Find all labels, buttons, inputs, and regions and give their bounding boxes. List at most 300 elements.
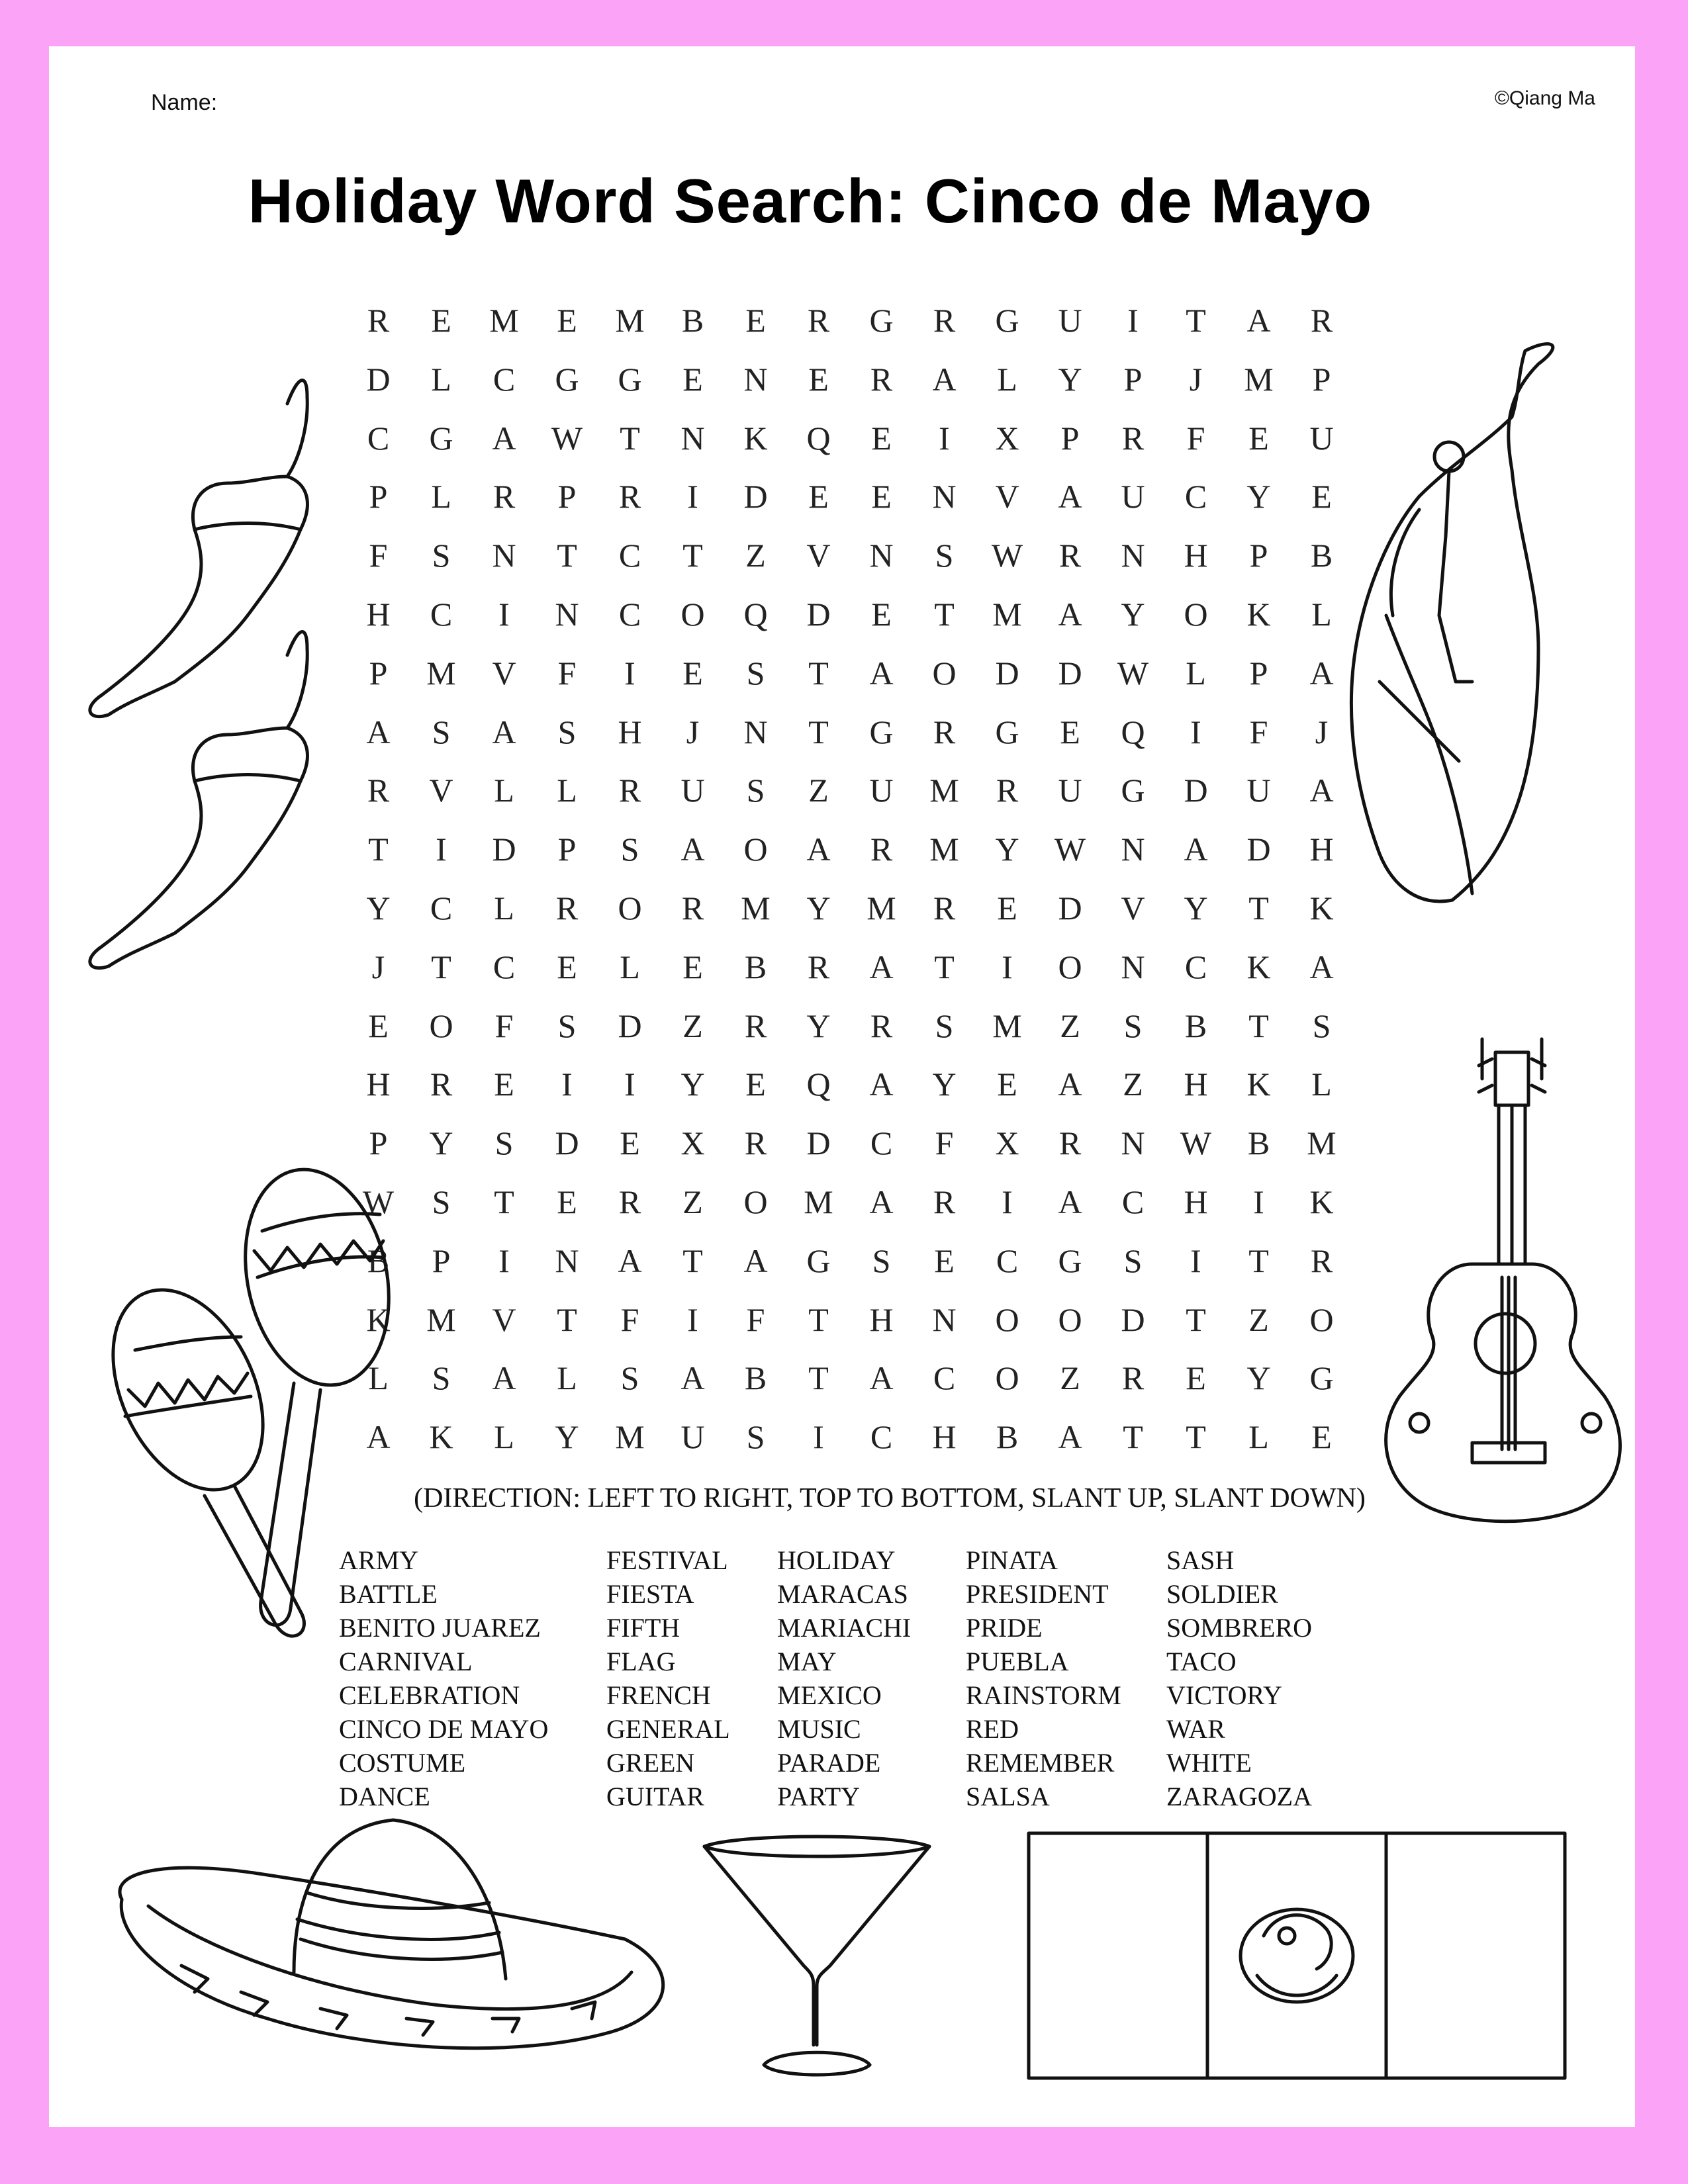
grid-letter: X [680,1124,705,1162]
grid-letter: T [1248,1007,1269,1044]
grid-letter: P [369,1124,388,1162]
grid-letter: B [996,1418,1019,1456]
cocktail-glass-icon [698,1833,936,2085]
chili-pepper-icon [89,602,327,986]
grid-letter: P [1123,360,1143,398]
grid-letter: I [939,419,950,457]
grid-letter: E [1311,1418,1332,1456]
grid-letter: E [871,478,892,516]
grid-letter: O [680,595,705,633]
grid-letter: C [996,1242,1019,1279]
grid-letter: Z [682,1007,703,1044]
grid-letter: O [995,1359,1019,1397]
grid-letter: M [615,302,645,339]
grid-letter: H [1184,537,1208,574]
grid-letter: L [1248,1418,1269,1456]
grid-letter: A [1058,1183,1082,1220]
grid-letter: R [870,360,893,398]
word-search-grid [347,291,1353,1467]
grid-letter: N [1121,948,1145,985]
grid-letter: L [494,772,514,809]
grid-letter: G [1058,1242,1082,1279]
word-bank-item: RED [966,1714,1019,1744]
grid-letter: S [872,1242,891,1279]
grid-letter: C [1184,478,1207,516]
grid-letter: N [1121,831,1145,868]
grid-letter: P [369,478,388,516]
grid-letter: F [1249,713,1268,751]
grid-letter: Y [806,1007,831,1044]
grid-letter: T [808,1300,829,1338]
grid-letter: R [1121,419,1145,457]
word-bank-item: HOLIDAY [777,1545,896,1575]
word-bank-item: FIESTA [606,1579,694,1609]
word-bank-item: CELEBRATION [339,1680,520,1710]
grid-letter: Q [806,1066,831,1103]
grid-letter: F [557,654,577,692]
grid-letter: V [492,654,516,692]
grid-letter: M [929,772,959,809]
grid-letter: D [366,360,391,398]
grid-letter: O [743,831,768,868]
grid-letter: E [557,948,577,985]
grid-letter: R [618,1183,641,1220]
word-bank-item: FIFTH [606,1613,680,1643]
grid-letter: T [494,1183,514,1220]
grid-letter: I [624,1066,635,1103]
grid-letter: E [1060,713,1080,751]
grid-letter: J [686,713,700,751]
grid-letter: T [808,1359,829,1397]
grid-letter: N [743,360,768,398]
guitar-icon [1366,1026,1631,1529]
grid-letter: T [808,713,829,751]
grid-letter: Y [680,1066,705,1103]
grid-letter: Z [745,537,766,574]
grid-letter: Z [1248,1300,1269,1338]
grid-letter: I [1127,302,1139,339]
grid-letter: C [1184,948,1207,985]
dancer-icon [1340,338,1565,913]
grid-letter: B [1184,1007,1207,1044]
word-bank-item: PINATA [966,1545,1058,1575]
grid-letter: U [1058,302,1082,339]
grid-letter: R [870,1007,893,1044]
grid-letter: I [1190,713,1201,751]
grid-letter: E [431,302,451,339]
grid-letter: A [932,360,957,398]
grid-letter: R [807,948,830,985]
grid-letter: M [929,831,959,868]
grid-letter: P [1060,419,1080,457]
grid-letter: E [1186,1359,1206,1397]
grid-letter: H [1184,1066,1208,1103]
grid-letter: C [430,595,453,633]
grid-letter: C [618,595,641,633]
grid-letter: T [682,1242,703,1279]
grid-letter: P [1249,654,1268,692]
word-bank-item: TACO [1166,1647,1237,1676]
grid-letter: N [869,537,894,574]
grid-letter: I [561,1066,573,1103]
grid-letter: B [744,1359,767,1397]
word-bank-item: RAINSTORM [966,1680,1121,1710]
grid-letter: H [366,595,391,633]
grid-letter: I [1002,1183,1013,1220]
grid-letter: M [867,889,896,927]
grid-letter: G [995,302,1019,339]
grid-letter: R [1058,1124,1082,1162]
grid-letter: I [436,831,447,868]
grid-letter: F [746,1300,765,1338]
grid-letter: W [1117,654,1149,692]
grid-letter: O [429,1007,453,1044]
grid-letter: C [870,1124,893,1162]
grid-letter: R [996,772,1019,809]
grid-letter: X [995,419,1019,457]
grid-letter: E [682,360,703,398]
grid-letter: S [432,713,451,751]
grid-letter: O [618,889,642,927]
grid-letter: Y [1121,595,1145,633]
grid-letter: U [1121,478,1145,516]
grid-letter: N [1121,537,1145,574]
grid-letter: Z [1060,1359,1080,1397]
grid-letter: A [806,831,831,868]
grid-letter: U [869,772,894,809]
grid-letter: G [869,713,894,751]
grid-letter: R [933,1183,956,1220]
grid-letter: A [869,948,894,985]
grid-letter: H [869,1300,894,1338]
grid-letter: E [557,302,577,339]
grid-letter: N [1121,1124,1145,1162]
grid-letter: S [494,1124,514,1162]
grid-letter: G [869,302,894,339]
grid-letter: L [620,948,640,985]
grid-letter: R [870,831,893,868]
grid-letter: R [933,713,956,751]
grid-letter: T [1186,1418,1206,1456]
grid-letter: T [620,419,640,457]
grid-letter: A [1246,302,1271,339]
grid-letter: Z [808,772,829,809]
grid-letter: R [618,772,641,809]
grid-letter: C [492,948,516,985]
grid-letter: M [426,654,456,692]
grid-letter: B [367,1242,390,1279]
grid-letter: F [1186,419,1205,457]
grid-letter: L [1186,654,1206,692]
grid-letter: D [806,595,831,633]
grid-letter: A [366,1418,391,1456]
grid-letter: S [620,831,639,868]
grid-letter: C [870,1418,893,1456]
grid-letter: J [1189,360,1203,398]
grid-letter: G [1121,772,1145,809]
grid-letter: V [806,537,831,574]
grid-letter: I [1253,1183,1264,1220]
grid-letter: C [1121,1183,1145,1220]
grid-letter: T [557,537,577,574]
grid-letter: E [494,1066,514,1103]
word-bank-item: PARADE [777,1748,881,1778]
grid-letter: O [1309,1300,1334,1338]
grid-letter: T [431,948,451,985]
maracas-icon [89,1125,406,1655]
grid-letter: G [995,713,1019,751]
word-bank-item: PRESIDENT [966,1579,1109,1609]
word-bank-item: GENERAL [606,1714,730,1744]
grid-letter: A [869,1359,894,1397]
grid-letter: O [743,1183,768,1220]
grid-letter: R [1058,537,1082,574]
grid-letter: V [1121,889,1145,927]
mexican-flag-icon [1025,1830,1568,2081]
word-bank-item: FLAG [606,1647,676,1676]
grid-letter: T [1186,1300,1206,1338]
word-bank-item: COSTUME [339,1748,466,1778]
grid-letter: S [432,1359,451,1397]
word-bank-item: BATTLE [339,1579,438,1609]
grid-letter: A [1309,654,1334,692]
grid-letter: O [995,1300,1019,1338]
grid-letter: R [430,1066,453,1103]
word-bank-item: PARTY [777,1782,861,1811]
grid-letter: S [1312,1007,1331,1044]
grid-letter: D [1184,772,1208,809]
grid-letter: A [366,713,391,751]
grid-letter: T [1186,302,1206,339]
grid-letter: Y [366,889,391,927]
grid-letter: A [869,1066,894,1103]
grid-letter: E [682,654,703,692]
grid-letter: D [618,1007,642,1044]
grid-letter: I [624,654,635,692]
word-bank-item: CINCO DE MAYO [339,1714,549,1744]
grid-letter: E [368,1007,389,1044]
grid-letter: R [807,302,830,339]
direction-text: (DIRECTION: LEFT TO RIGHT, TOP TO BOTTOM, SLANT UP, SLANT DOWN) [414,1483,1366,1514]
grid-letter: E [871,419,892,457]
word-bank-item: CARNIVAL [339,1647,473,1676]
grid-letter: M [426,1300,456,1338]
grid-letter: R [1121,1359,1145,1397]
word-bank-item: PUEBLA [966,1647,1069,1676]
word-bank-item: SASH [1166,1545,1235,1575]
grid-letter: R [744,1007,767,1044]
grid-letter: R [933,889,956,927]
word-bank-item: GREEN [606,1748,695,1778]
grid-letter: S [746,654,765,692]
grid-letter: M [804,1183,833,1220]
grid-letter: G [555,360,579,398]
word-column [1166,1543,1312,1813]
grid-letter: D [806,1124,831,1162]
grid-letter: S [935,537,954,574]
grid-letter: K [1309,1183,1334,1220]
grid-letter: R [618,478,641,516]
grid-letter: I [687,478,698,516]
grid-letter: S [432,537,451,574]
grid-letter: M [741,889,771,927]
grid-letter: C [933,1359,956,1397]
grid-letter: C [367,419,390,457]
grid-letter: N [932,1300,957,1338]
grid-letter: D [995,654,1019,692]
grid-letter: R [744,1124,767,1162]
grid-letter: H [366,1066,391,1103]
grid-letter: R [1310,1242,1333,1279]
grid-letter: M [615,1418,645,1456]
grid-letter: D [1121,1300,1145,1338]
grid-letter: T [1248,1242,1269,1279]
grid-letter: A [492,713,516,751]
name-label: Name: [151,90,218,115]
grid-letter: Y [932,1066,957,1103]
grid-letter: A [1309,948,1334,985]
grid-letter: T [934,948,955,985]
word-bank-item: FRENCH [606,1680,711,1710]
grid-letter: Y [429,1124,453,1162]
grid-letter: A [1058,1066,1082,1103]
grid-letter: J [371,948,385,985]
grid-letter: E [808,360,829,398]
grid-letter: E [682,948,703,985]
grid-letter: S [1123,1242,1143,1279]
grid-letter: Z [682,1183,703,1220]
grid-letter: W [1180,1124,1212,1162]
copyright: ©Qiang Ma [1494,87,1595,109]
grid-letter: H [932,1418,957,1456]
grid-letter: E [1248,419,1269,457]
word-column [606,1543,730,1813]
word-bank-item: SOLDIER [1166,1579,1278,1609]
grid-letter: S [557,713,577,751]
word-bank-item: ZARAGOZA [1166,1782,1312,1811]
grid-letter: K [1246,1066,1271,1103]
grid-letter: S [620,1359,639,1397]
word-bank-item: ARMY [339,1545,419,1575]
grid-letter: D [743,478,768,516]
word-bank-item: WHITE [1166,1748,1252,1778]
grid-letter: M [992,1007,1022,1044]
grid-letter: R [367,302,390,339]
grid-letter: S [746,1418,765,1456]
grid-letter: P [1249,537,1268,574]
grid-letter: P [432,1242,451,1279]
grid-letter: B [1310,537,1333,574]
grid-letter: S [746,772,765,809]
grid-letter: A [1058,478,1082,516]
grid-letter: X [995,1124,1019,1162]
grid-letter: T [557,1300,577,1338]
grid-letter: N [555,595,579,633]
grid-letter: T [368,831,389,868]
grid-letter: R [681,889,704,927]
page-title: Holiday Word Search: Cinco de Mayo [248,166,1373,236]
grid-letter: Y [555,1418,579,1456]
grid-letter: R [367,772,390,809]
grid-letter: Z [1060,1007,1080,1044]
grid-letter: S [1123,1007,1143,1044]
grid-letter: N [932,478,957,516]
grid-letter: M [489,302,519,339]
grid-letter: A [869,1183,894,1220]
grid-letter: Z [1123,1066,1143,1103]
grid-letter: L [557,1359,577,1397]
grid-letter: T [682,537,703,574]
grid-letter: I [1002,948,1013,985]
grid-letter: F [369,537,388,574]
grid-letter: U [1309,419,1334,457]
grid-letter: E [745,1066,766,1103]
grid-letter: S [935,1007,954,1044]
grid-letter: A [618,1242,642,1279]
sombrero-icon [109,1820,678,2111]
grid-letter: L [431,360,451,398]
grid-letter: D [555,1124,579,1162]
grid-letter: Y [1058,360,1082,398]
grid-letter: A [1309,772,1334,809]
grid-letter: T [1123,1418,1143,1456]
grid-letter: A [680,1359,705,1397]
grid-letter: Y [1184,889,1208,927]
grid-letter: G [618,360,642,398]
grid-letter: K [743,419,768,457]
grid-letter: D [1246,831,1271,868]
grid-letter: V [492,1300,516,1338]
grid-letter: U [1246,772,1271,809]
grid-letter: O [1184,595,1208,633]
grid-letter: E [1311,478,1332,516]
grid-letter: A [492,1359,516,1397]
grid-letter: F [494,1007,514,1044]
grid-letter: I [687,1300,698,1338]
grid-letter: W [1054,831,1086,868]
grid-letter: Q [806,419,831,457]
worksheet [49,46,1635,2127]
grid-letter: K [1246,948,1271,985]
grid-letter: L [1311,1066,1332,1103]
grid-letter: E [997,889,1017,927]
grid-letter: P [557,831,577,868]
grid-letter: T [808,654,829,692]
grid-letter: Y [1246,1359,1271,1397]
grid-letter: O [1058,948,1082,985]
grid-letter: L [368,1359,389,1397]
grid-letter: B [744,948,767,985]
word-bank-item: MARACAS [777,1579,908,1609]
grid-letter: G [806,1242,831,1279]
word-bank-item: REMEMBER [966,1748,1115,1778]
grid-letter: R [933,302,956,339]
grid-letter: D [1058,889,1082,927]
grid-letter: G [429,419,453,457]
word-bank-item: FESTIVAL [606,1545,728,1575]
grid-letter: T [934,595,955,633]
grid-letter: N [492,537,516,574]
grid-letter: A [743,1242,768,1279]
word-bank-item: MAY [777,1647,837,1676]
grid-letter: L [997,360,1017,398]
grid-letter: A [1058,1418,1082,1456]
grid-letter: U [680,772,705,809]
word-bank-item: MUSIC [777,1714,861,1744]
grid-letter: C [430,889,453,927]
grid-letter: A [869,654,894,692]
grid-letter: E [871,595,892,633]
